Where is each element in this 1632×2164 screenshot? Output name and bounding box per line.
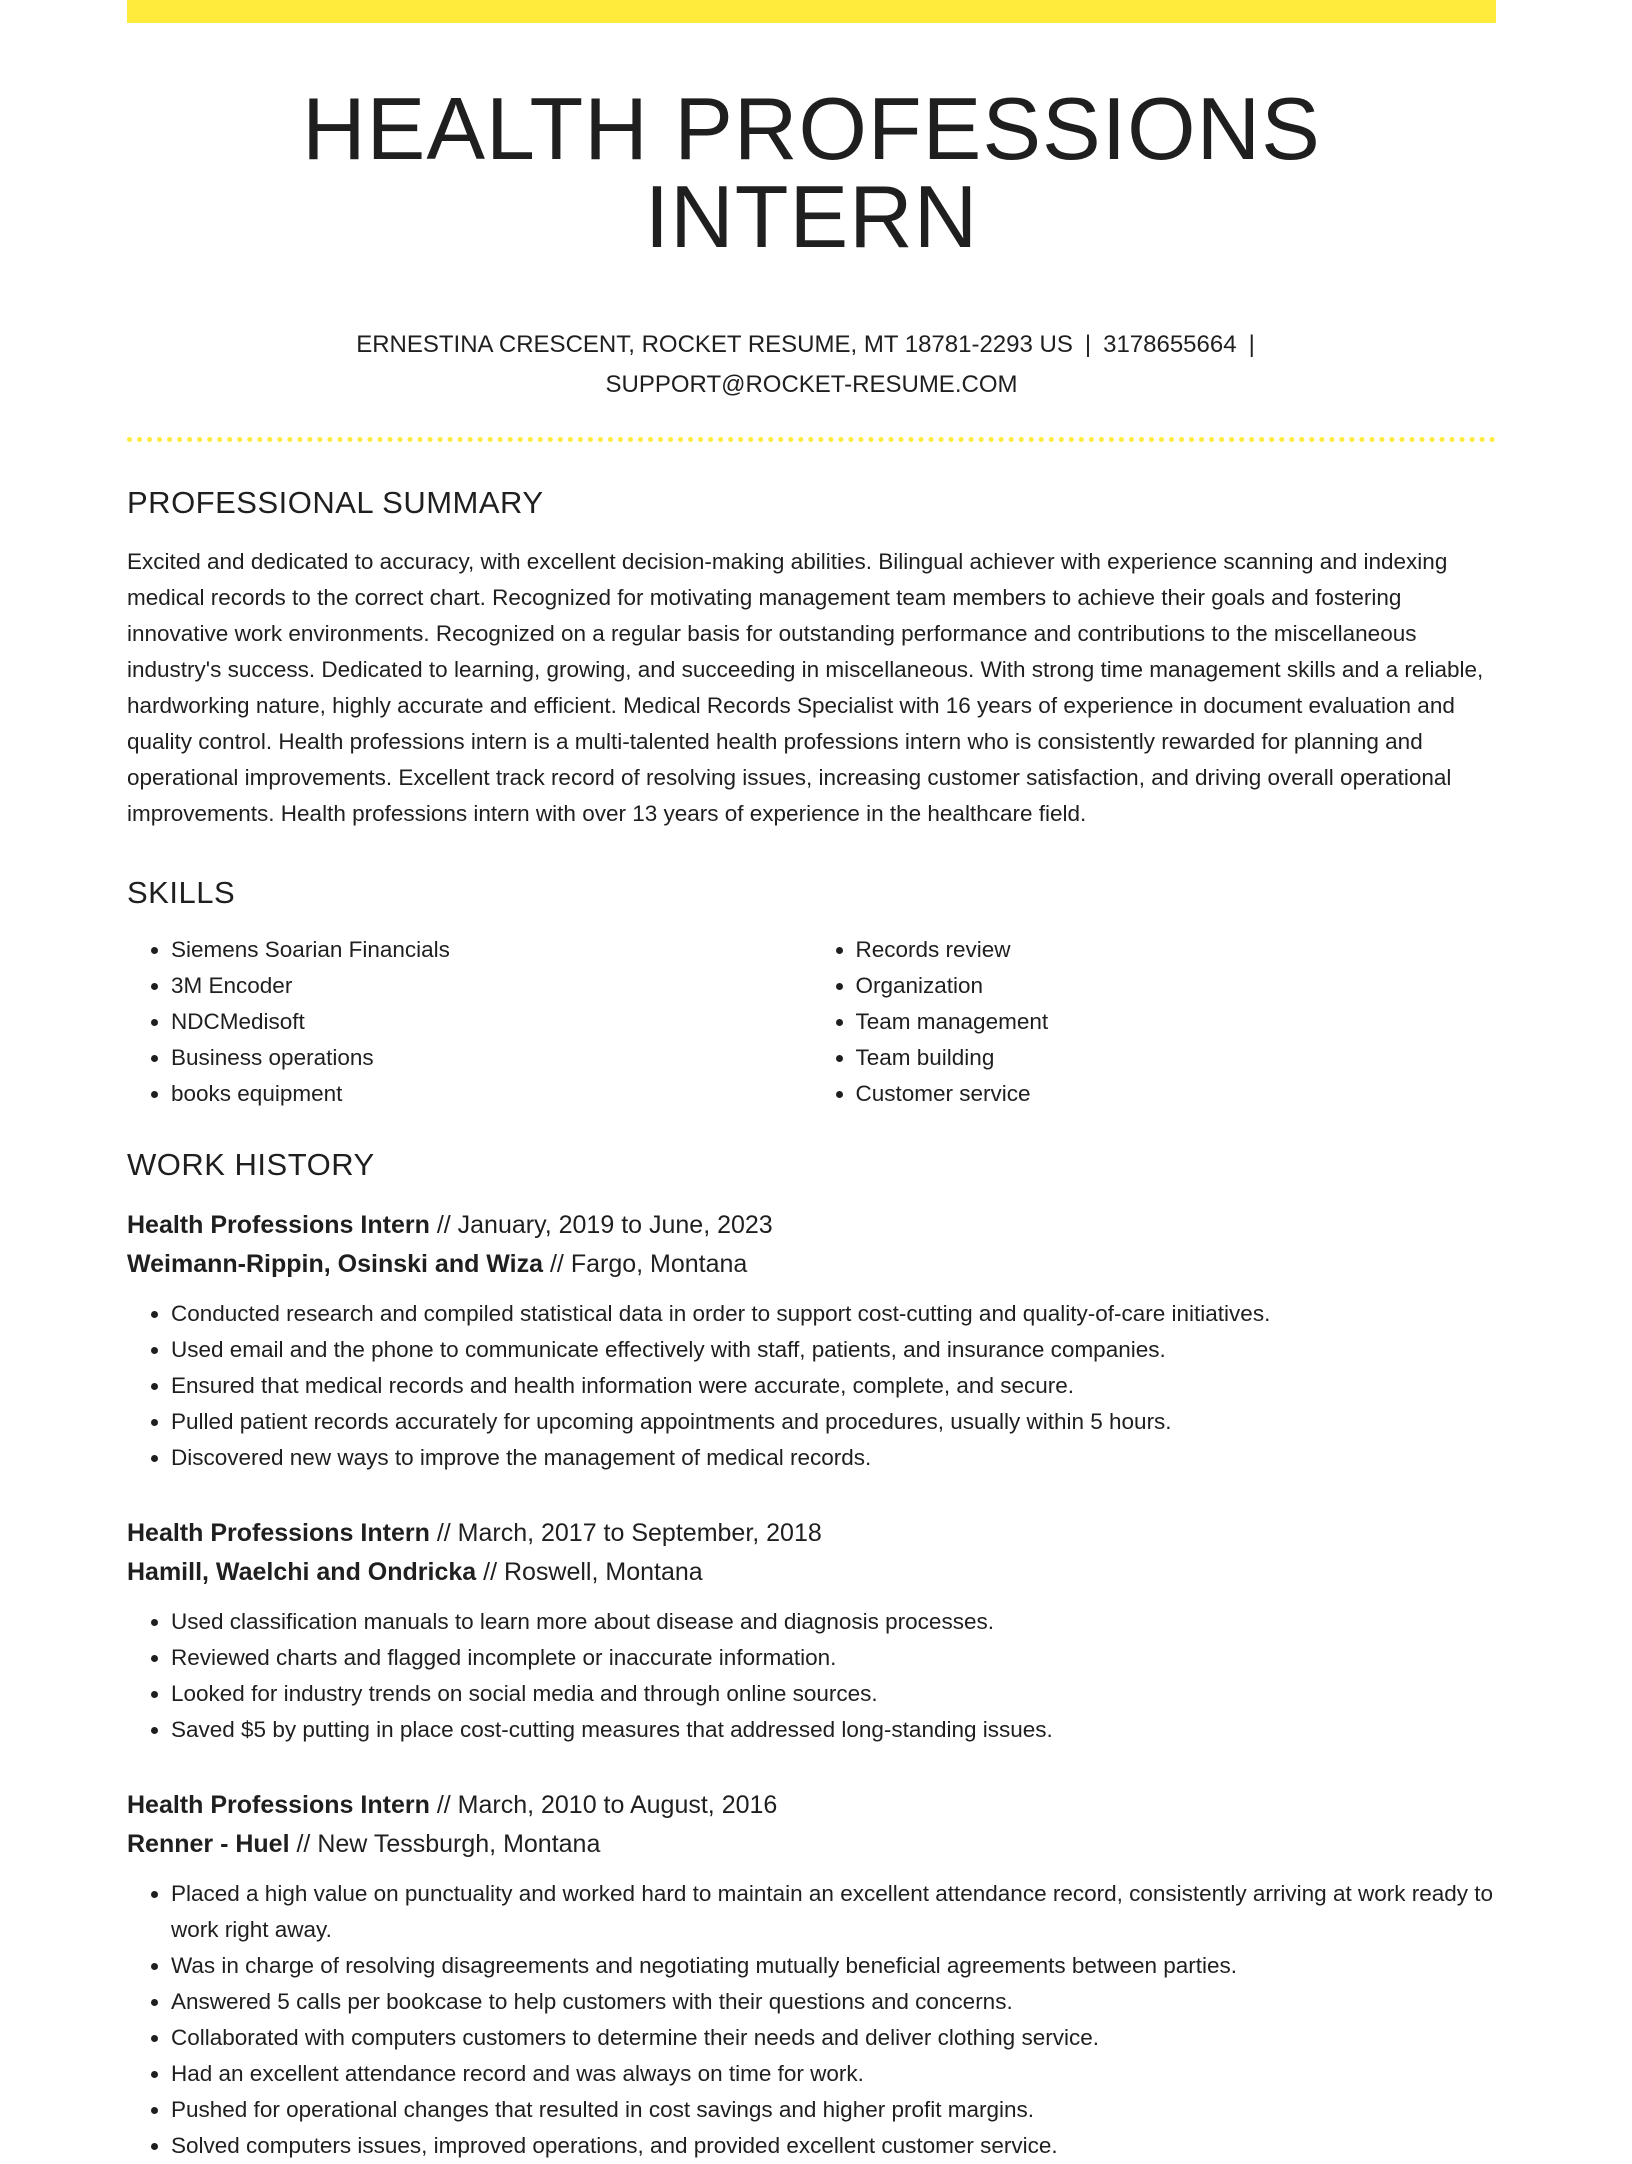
- contact-phone: 3178655664: [1103, 331, 1237, 358]
- job-bullet: • Discovered new ways to improve the management of medical records.: [171, 1440, 1496, 1476]
- job-bullet: • Collaborated with computers customers to determine their needs and deliver clothing service.: [171, 2020, 1496, 2056]
- job-bullet: • Saved $5 by putting in place cost-cutting measures that addressed long-standing issues.: [171, 1712, 1496, 1748]
- job-bullet: • Used email and the phone to communicate effectively with staff, patients, and insurance companies.: [171, 1332, 1496, 1368]
- skill-item: • Organization: [856, 968, 1497, 1004]
- job-title: Health Professions Intern: [127, 1519, 430, 1548]
- job-dates: // March, 2010 to August, 2016: [436, 1791, 778, 1820]
- job-company-line: [127, 1245, 1496, 1284]
- job-bullet: • Had an excellent attendance record and was always on time for work.: [171, 2056, 1496, 2092]
- job-bullet: • Reviewed charts and flagged incomplete or inaccurate information.: [171, 1640, 1496, 1676]
- skill-item: • Siemens Soarian Financials: [171, 932, 812, 968]
- job-title-line: [127, 1786, 1496, 1825]
- job-location: // New Tessburgh, Montana: [296, 1830, 601, 1859]
- job-bullet: • Pushed for operational changes that resulted in cost savings and higher profit margins.: [171, 2092, 1496, 2128]
- skill-item: • Business operations: [171, 1040, 812, 1076]
- resume-page: [127, 0, 1496, 2164]
- job-bullet: • Ensured that medical records and health information were accurate, complete, and secure.: [171, 1368, 1496, 1404]
- skills-heading: SKILLS: [127, 875, 236, 911]
- job-company: Renner - Huel: [127, 1830, 290, 1859]
- contact-info: [127, 325, 1496, 405]
- skill-item: • Team building: [856, 1040, 1497, 1076]
- skill-item: • 3M Encoder: [171, 968, 812, 1004]
- job-bullet: • Looked for industry trends on social media and through online sources.: [171, 1676, 1496, 1712]
- job-location: // Fargo, Montana: [549, 1250, 748, 1279]
- job-bullet: • Conducted research and compiled statistical data in order to support cost-cutting and quality-of-care initiatives.: [171, 1296, 1496, 1332]
- job-bullet: • Placed a high value on punctuality and worked hard to maintain an excellent attendance record, consistently arriving at work ready to work right away.: [171, 1876, 1496, 1948]
- work-history-section: [127, 1148, 1496, 2164]
- job-title-line: [127, 1514, 1496, 1553]
- summary-heading: PROFESSIONAL SUMMARY: [127, 485, 544, 520]
- job-entry: [127, 1206, 1496, 1476]
- skills-list: [127, 932, 1496, 1112]
- job-entry: [127, 1514, 1496, 1748]
- job-bullets: [127, 1876, 1496, 2164]
- skill-item: • Team management: [856, 1004, 1497, 1040]
- skill-item: • NDCMedisoft: [171, 1004, 812, 1040]
- dotted-divider: [127, 437, 1496, 442]
- work-history-heading: WORK HISTORY: [127, 1147, 375, 1183]
- job-bullet: • Was in charge of resolving disagreements and negotiating mutually beneficial agreements between parties.: [171, 1948, 1496, 1984]
- job-company-line: [127, 1553, 1496, 1592]
- skills-column-right: [812, 932, 1497, 1112]
- job-company-line: [127, 1825, 1496, 1864]
- skills-section: [127, 876, 1496, 1112]
- accent-bar: [127, 0, 1496, 23]
- job-entry: [127, 1786, 1496, 2164]
- contact-email: SUPPORT@ROCKET-RESUME.COM: [605, 371, 1018, 398]
- job-title-line: [127, 1206, 1496, 1245]
- summary-text: Excited and dedicated to accuracy, with excellent decision-making abilities. Bilingual achiever with experience scanning and indexing medical records to the correct chart. Recognized for motivating management team members to achieve their goals and fostering innovative work environments. Recognized on a regular basis for outstanding performance and contributions to the miscellaneous industry's success. Dedicated to learning, growing, and succeeding in miscellaneous. With strong time management skills and a reliable, hardworking nature, highly accurate and efficient. Medical Records Specialist with 16 years of experience in document evaluation and quality control. Health professions intern is a multi-talented health professions intern who is consistently rewarded for planning and operational improvements. Excellent track record of resolving issues, increasing customer satisfaction, and driving overall operational improvements. Health professions intern with over 13 years of experience in the healthcare field.: [127, 549, 1484, 827]
- job-company: Hamill, Waelchi and Ondricka: [127, 1558, 477, 1587]
- job-bullet: • Answered 5 calls per bookcase to help customers with their questions and concerns.: [171, 1984, 1496, 2020]
- summary-section: [127, 486, 1496, 832]
- skills-column-left: [127, 932, 812, 1112]
- skill-item: • books equipment: [171, 1076, 812, 1112]
- skill-item: • Records review: [856, 932, 1497, 968]
- job-dates: // March, 2017 to September, 2018: [436, 1519, 822, 1548]
- job-bullets: [127, 1604, 1496, 1748]
- contact-address: ERNESTINA CRESCENT, ROCKET RESUME, MT 18781-2293 US: [356, 331, 1073, 358]
- job-dates: // January, 2019 to June, 2023: [436, 1211, 773, 1240]
- page-title: HEALTH PROFESSIONS INTERN: [302, 79, 1321, 266]
- job-bullets: [127, 1296, 1496, 1476]
- contact-separator: |: [1084, 331, 1092, 358]
- skill-item: • Customer service: [856, 1076, 1497, 1112]
- job-bullet: • Solved computers issues, improved operations, and provided excellent customer service.: [171, 2128, 1496, 2164]
- job-bullet: • Pulled patient records accurately for upcoming appointments and procedures, usually within 5 hours.: [171, 1404, 1496, 1440]
- job-title: Health Professions Intern: [127, 1791, 430, 1820]
- job-title: Health Professions Intern: [127, 1211, 430, 1240]
- job-location: // Roswell, Montana: [483, 1558, 703, 1587]
- job-bullet: • Used classification manuals to learn more about disease and diagnosis processes.: [171, 1604, 1496, 1640]
- job-company: Weimann-Rippin, Osinski and Wiza: [127, 1250, 544, 1279]
- contact-separator: |: [1248, 331, 1255, 358]
